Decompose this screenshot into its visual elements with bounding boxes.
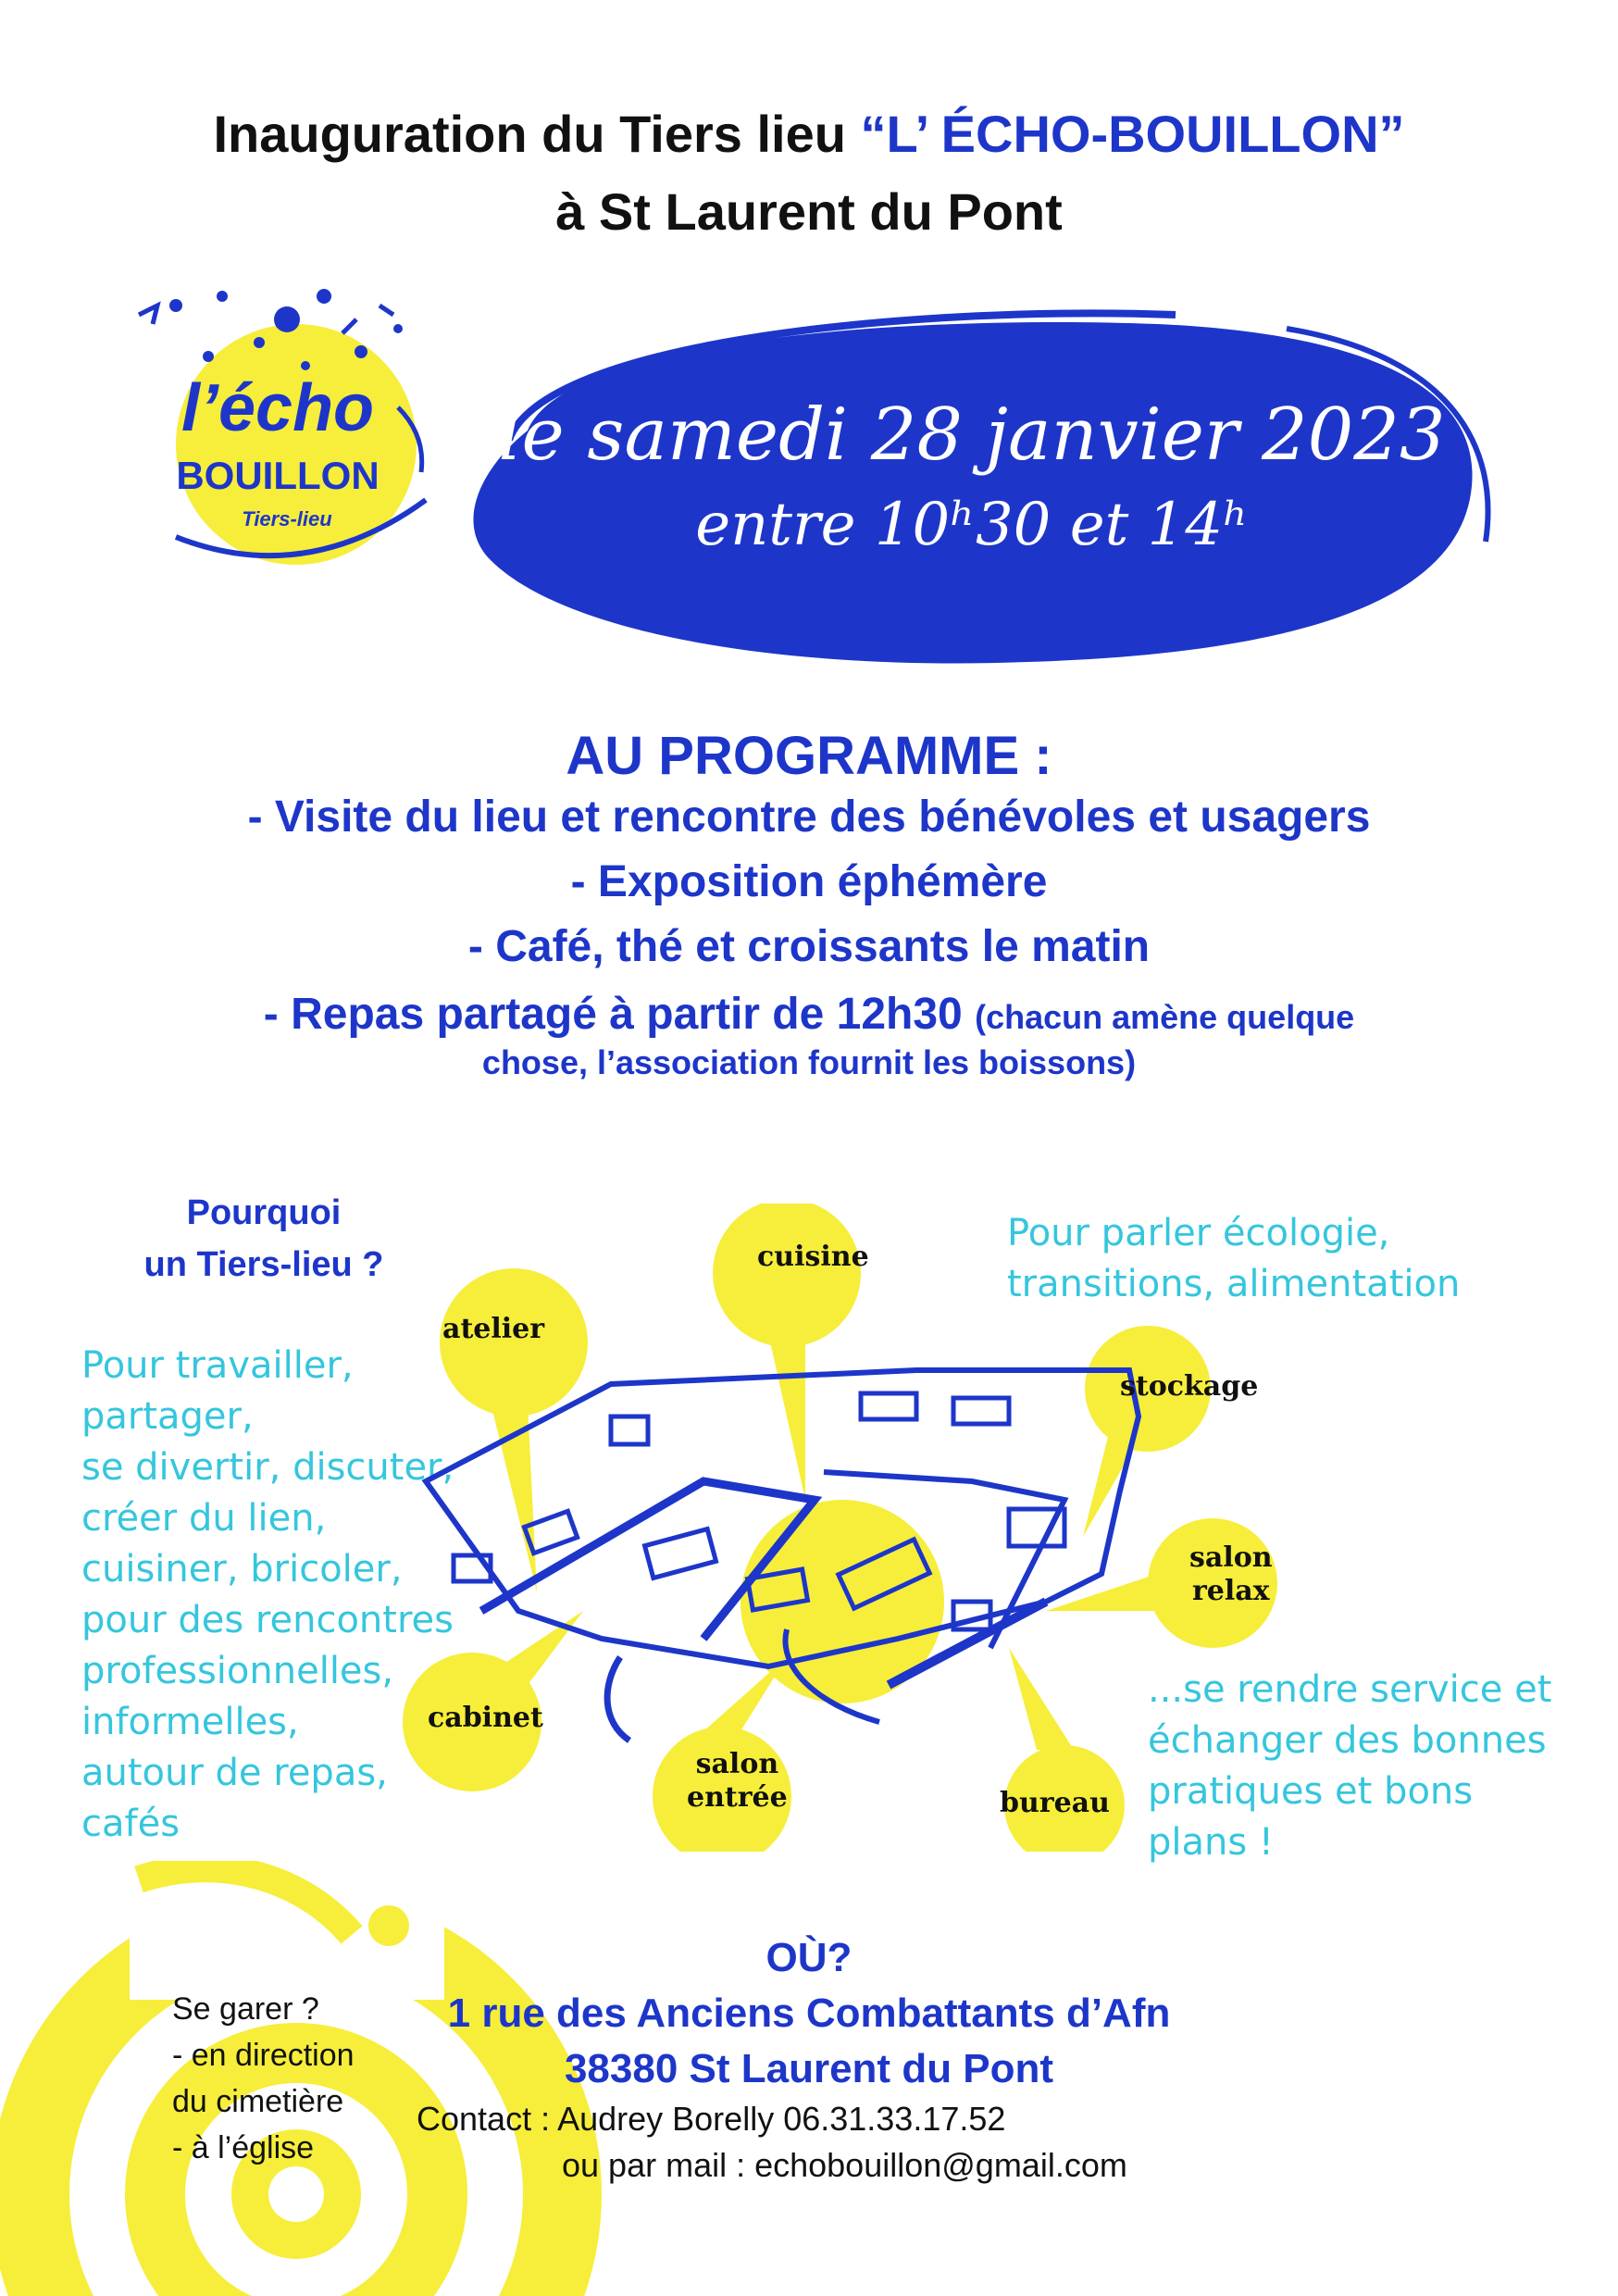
right-bottom-text-line: pratiques et bons bbox=[1148, 1770, 1474, 1813]
title-line2: à St Laurent du Pont bbox=[555, 182, 1063, 241]
room-label-salon-relax-1: salon bbox=[1189, 1541, 1273, 1574]
left-text-line: se divertir, discuter, bbox=[81, 1446, 454, 1489]
right-bottom-text-line: échanger des bonnes bbox=[1148, 1719, 1547, 1762]
floor-plan-sketch bbox=[398, 1204, 1287, 1852]
parking-info bbox=[172, 1986, 355, 2171]
room-label-salon-entree bbox=[687, 1748, 788, 1815]
left-text-line: Pour travailler, bbox=[81, 1344, 354, 1387]
room-label-salon-relax bbox=[1189, 1541, 1273, 1608]
room-label-salon-entree-1: salon bbox=[695, 1748, 779, 1780]
page-title bbox=[0, 104, 1618, 164]
meal-note-line2: chose, l’association fournit les boissons) bbox=[481, 1043, 1137, 1081]
why-heading bbox=[93, 1187, 435, 1291]
date-line: le samedi 28 janvier 2023 bbox=[498, 393, 1446, 477]
left-text-line: créer du lien, bbox=[81, 1497, 327, 1540]
logo-line3: Tiers-lieu bbox=[242, 507, 332, 530]
right-top-text-line: transitions, alimentation bbox=[1007, 1263, 1461, 1305]
room-label-stockage: stockage bbox=[1120, 1370, 1259, 1403]
logo-line1: l’écho bbox=[180, 371, 375, 445]
room-label-cuisine: cuisine bbox=[757, 1241, 869, 1273]
date-banner bbox=[454, 301, 1500, 680]
why-heading-line2: un Tiers-lieu ? bbox=[143, 1245, 384, 1284]
program-item-coffee: - Café, thé et croissants le matin bbox=[467, 922, 1151, 971]
logo bbox=[120, 268, 435, 574]
title-prefix: Inauguration du Tiers lieu bbox=[213, 105, 861, 163]
right-top-text-line: Pour parler écologie, bbox=[1007, 1212, 1390, 1254]
program-heading: AU PROGRAMME : bbox=[566, 726, 1052, 786]
room-label-cabinet: cabinet bbox=[428, 1702, 543, 1734]
program-item-exhibition: - Exposition éphémère bbox=[570, 857, 1048, 906]
address-line2: 38380 St Laurent du Pont bbox=[564, 2046, 1054, 2091]
address-line1: 1 rue des Anciens Combattants d’Afn bbox=[447, 1990, 1171, 2036]
time-line: entre 10ʰ30 et 14ʰ bbox=[695, 491, 1249, 559]
right-bottom-text-line: plans ! bbox=[1148, 1821, 1274, 1864]
left-text-line: cafés bbox=[81, 1803, 180, 1845]
room-label-salon-entree-2: entrée bbox=[687, 1781, 788, 1814]
program-item-visit: - Visite du lieu et rencontre des bénévoles et usagers bbox=[247, 792, 1371, 842]
title-venue-name: L’ ÉCHO-BOUILLON bbox=[886, 105, 1379, 163]
program-item-meal bbox=[0, 989, 1618, 1040]
title-open-quote: “ bbox=[860, 105, 887, 163]
right-bottom-text-line: ...se rendre service et bbox=[1148, 1668, 1552, 1711]
left-text-line: informelles, bbox=[81, 1701, 299, 1743]
parking-line: du cimetière bbox=[172, 2084, 344, 2119]
logo-line2: BOUILLON bbox=[176, 454, 380, 497]
left-text-line: professionnelles, bbox=[81, 1650, 394, 1692]
parking-line: Se garer ? bbox=[172, 1991, 319, 2027]
room-label-bureau: bureau bbox=[1000, 1787, 1110, 1819]
why-heading-line1: Pourquoi bbox=[186, 1193, 342, 1232]
parking-line: - à l’église bbox=[172, 2130, 315, 2165]
contact-line: Contact : Audrey Borelly 06.31.33.17.52 bbox=[417, 2100, 1006, 2138]
meal-note: (chacun amène quelque bbox=[975, 998, 1355, 1036]
mail-line: ou par mail : echobouillon@gmail.com bbox=[562, 2146, 1127, 2184]
room-label-atelier: atelier bbox=[442, 1313, 545, 1345]
meal-text: - Repas partagé à partir de 12h30 bbox=[263, 990, 976, 1039]
parking-line: - en direction bbox=[172, 2038, 355, 2073]
room-label-salon-relax-2: relax bbox=[1191, 1575, 1270, 1607]
left-text-line: partager, bbox=[81, 1395, 254, 1438]
location-heading: OÙ? bbox=[765, 1935, 853, 1980]
left-text-line: cuisiner, bricoler, bbox=[81, 1548, 403, 1591]
left-text-line: autour de repas, bbox=[81, 1752, 388, 1794]
left-text-line: pour des rencontres bbox=[81, 1599, 454, 1641]
title-close-quote: ” bbox=[1378, 105, 1405, 163]
